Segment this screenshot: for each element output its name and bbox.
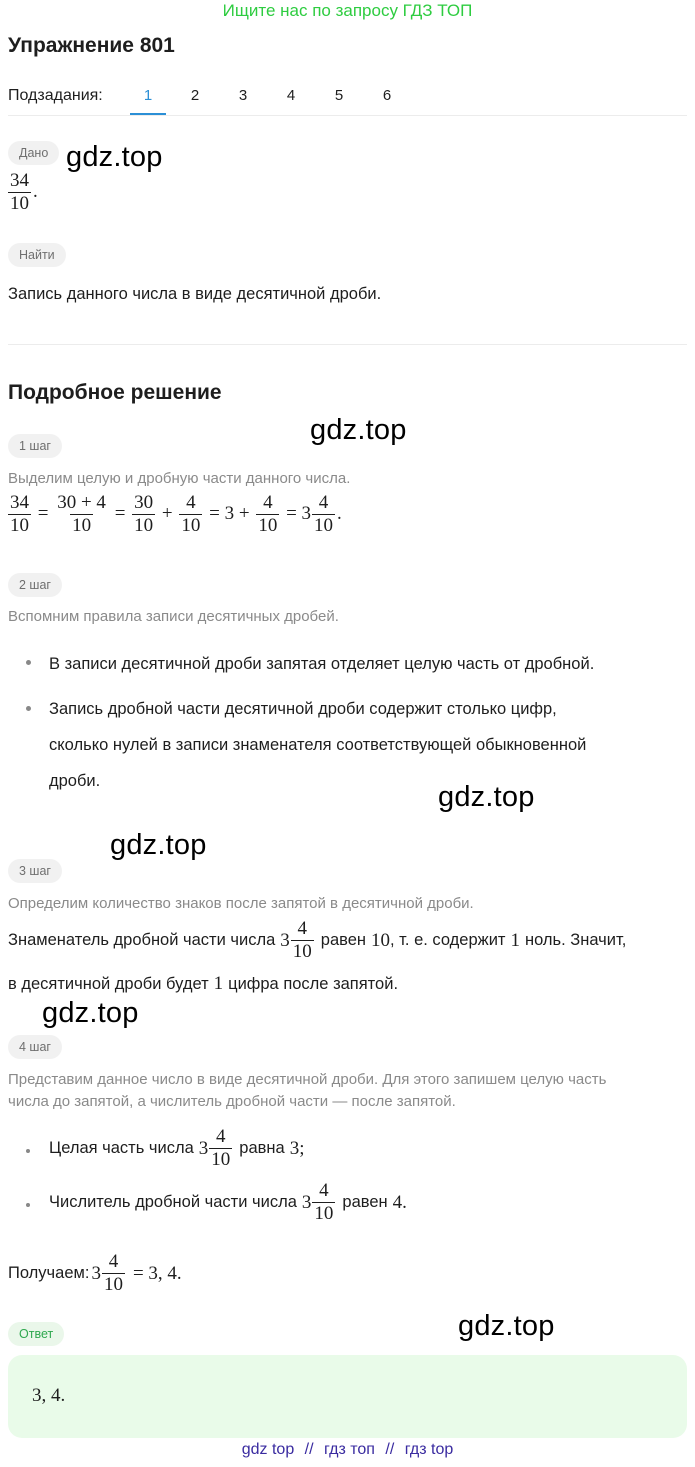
active-tab-indicator xyxy=(130,113,166,115)
tab-subtask-5[interactable]: 5 xyxy=(334,87,344,104)
watermark: gdz.top xyxy=(66,141,163,173)
promo-banner[interactable]: Ищите нас по запросу ГДЗ ТОП xyxy=(222,1,473,20)
watermark: gdz.top xyxy=(458,1310,555,1342)
denominator: 10 xyxy=(181,515,201,536)
find-badge: Найти xyxy=(8,243,66,267)
tab-subtask-2[interactable]: 2 xyxy=(190,87,200,104)
numerator: 4 xyxy=(318,492,329,513)
step-4-badge: 4 шаг xyxy=(8,1035,62,1059)
tabs-divider xyxy=(8,115,687,116)
value: 3; xyxy=(289,1137,305,1159)
footer-links xyxy=(0,1441,695,1459)
denominator: 10 xyxy=(314,1203,334,1224)
numerator: 30 xyxy=(134,492,154,513)
operator: = 3 + xyxy=(209,502,250,524)
denominator: 10 xyxy=(103,1274,123,1295)
numerator: 34 xyxy=(10,170,29,191)
step-2-note: Вспомним правила записи десятичных дробей. xyxy=(8,608,339,625)
answer-box xyxy=(8,1355,687,1438)
operator: + xyxy=(161,502,173,524)
number: 10 xyxy=(371,929,391,951)
numerator: 4 xyxy=(108,1251,119,1272)
text: , т. е. содержит xyxy=(390,931,506,949)
numerator: 4 xyxy=(186,492,196,513)
text: Получаем: xyxy=(8,1264,90,1282)
step-4-bullet-1 xyxy=(49,1126,305,1171)
operator: = 3 xyxy=(286,502,312,524)
rule-1: В записи десятичной дроби запятая отделяет целую часть от дробной. xyxy=(49,655,595,673)
given-fraction xyxy=(8,170,38,215)
denominator: 10 xyxy=(314,515,334,536)
answer-value: 3, 4. xyxy=(32,1385,66,1406)
text: равен xyxy=(320,931,367,949)
whole-part: 3 xyxy=(91,1262,101,1284)
denominator: 10 xyxy=(292,941,312,962)
numerator: 4 xyxy=(297,918,308,939)
answer-badge: Ответ xyxy=(8,1322,64,1346)
footer-separator: // xyxy=(385,1441,395,1458)
punctuation: . xyxy=(33,180,38,202)
numerator: 4 xyxy=(319,1180,329,1201)
denominator: 10 xyxy=(10,515,29,536)
number: 1 xyxy=(510,929,520,951)
denominator: 10 xyxy=(10,193,29,214)
step-1-expression xyxy=(8,492,342,537)
numerator: 4 xyxy=(263,492,273,513)
whole-part: 3 xyxy=(280,929,290,951)
step-4-result xyxy=(8,1251,182,1296)
text: Числитель дробной части числа xyxy=(49,1193,297,1211)
tab-subtask-1[interactable]: 1 xyxy=(143,87,153,104)
footer-link-gdz-top-ru[interactable]: гдз топ xyxy=(324,1441,375,1458)
footer-link-gdz-top-mixed[interactable]: гдз top xyxy=(404,1441,454,1458)
tab-subtask-6[interactable]: 6 xyxy=(382,87,392,104)
text: равен xyxy=(342,1193,388,1211)
rule-2-line-1: Запись дробной части десятичной дроби содержит столько цифр, xyxy=(49,700,557,718)
given-badge: Дано xyxy=(8,141,59,165)
whole-part: 3 xyxy=(301,1191,312,1213)
text: ноль. Значит, xyxy=(524,931,627,949)
step-3-line-2 xyxy=(8,973,398,995)
subtasks-label: Подзадания: xyxy=(8,87,103,104)
denominator: 10 xyxy=(72,515,92,536)
step-2-badge: 2 шаг xyxy=(8,573,62,597)
solution-title: Подробное решение xyxy=(8,381,222,404)
bullet-icon xyxy=(26,1149,30,1153)
numerator: 4 xyxy=(216,1126,226,1147)
step-4-note-line-2: числа до запятой, а числитель дробной части — после запятой. xyxy=(8,1093,456,1110)
whole-part: 3 xyxy=(198,1137,209,1159)
value: 4. xyxy=(392,1191,407,1213)
text: Знаменатель дробной части числа xyxy=(8,931,276,949)
footer-link-gdz-top[interactable]: gdz top xyxy=(241,1441,295,1458)
operator: = xyxy=(37,502,49,524)
watermark: gdz.top xyxy=(310,414,407,446)
text: в десятичной дроби будет xyxy=(8,974,209,993)
bullet-icon xyxy=(26,660,31,665)
bullet-icon xyxy=(26,1203,30,1207)
rule-2-line-2: сколько нулей в записи знаменателя соответствующей обыкновенной xyxy=(49,736,587,754)
numerator: 34 xyxy=(10,492,29,513)
denominator: 10 xyxy=(211,1149,231,1170)
denominator: 10 xyxy=(134,515,154,536)
footer-separator: // xyxy=(304,1441,314,1458)
page-title: Упражнение 801 xyxy=(8,34,175,57)
step-1-badge: 1 шаг xyxy=(8,434,62,458)
tab-subtask-4[interactable]: 4 xyxy=(286,87,296,104)
result-value: = 3, 4. xyxy=(132,1262,182,1284)
tab-subtask-3[interactable]: 3 xyxy=(238,87,248,104)
section-divider xyxy=(8,344,687,345)
step-3-note: Определим количество знаков после запятой в десятичной дроби. xyxy=(8,895,474,912)
numerator: 30 + 4 xyxy=(57,492,106,513)
step-1-note: Выделим целую и дробную части данного числа. xyxy=(8,470,351,487)
watermark: gdz.top xyxy=(438,781,535,813)
find-text: Запись данного числа в виде десятичной дроби. xyxy=(8,285,382,303)
text: Целая часть числа xyxy=(49,1139,194,1157)
step-4-note-line-1: Представим данное число в виде десятичной дроби. Для этого запишем целую часть xyxy=(8,1071,607,1088)
watermark: gdz.top xyxy=(110,829,207,861)
text: цифра после запятой. xyxy=(228,974,399,993)
step-4-bullet-2 xyxy=(49,1180,407,1225)
denominator: 10 xyxy=(258,515,278,536)
number: 1 xyxy=(213,973,224,994)
punctuation: . xyxy=(337,502,342,524)
step-3-line-1 xyxy=(8,918,626,963)
operator: = xyxy=(114,502,126,524)
text: равна xyxy=(239,1139,285,1157)
watermark: gdz.top xyxy=(42,997,139,1029)
step-3-badge: 3 шаг xyxy=(8,859,62,883)
rule-2-line-3: дроби. xyxy=(49,772,101,790)
bullet-icon xyxy=(26,706,31,711)
